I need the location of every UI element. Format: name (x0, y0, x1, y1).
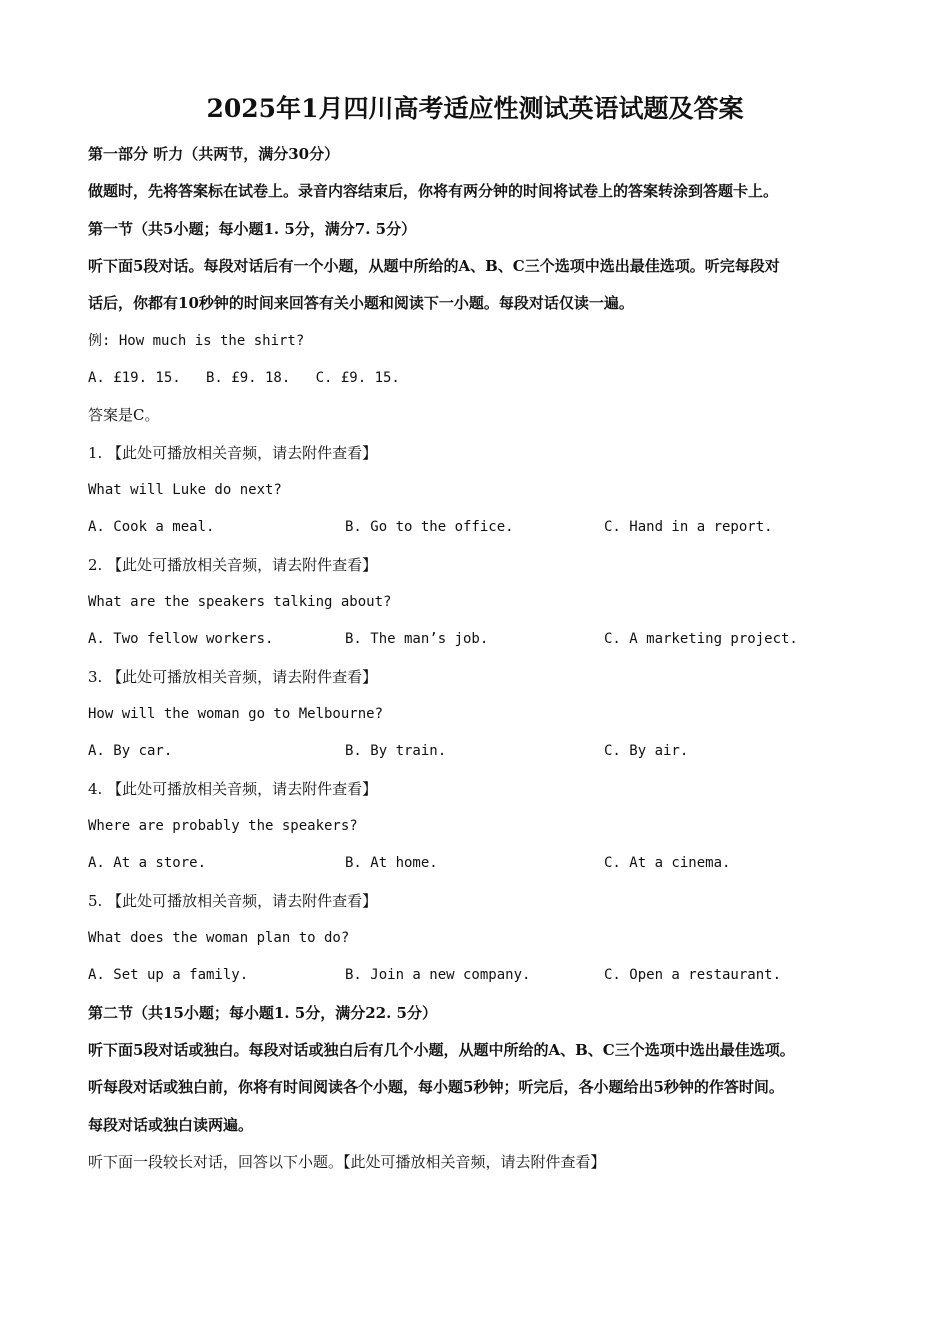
question-5-option-c: C. Open a restaurant. (604, 967, 782, 983)
question-5-option-b: B. Join a new company. (345, 967, 531, 983)
question-5-option-a: A. Set up a family. (88, 967, 249, 983)
question-4-option-c: C. At a cinema. (604, 855, 731, 871)
question-4-options (88, 853, 888, 873)
question-5-options (88, 965, 888, 985)
example-question: 例: How much is the shirt? (88, 333, 305, 349)
question-3-options (88, 741, 888, 761)
question-2-audio-note: 2. 【此处可播放相关音频，请去附件查看】 (88, 556, 378, 574)
question-1-text: What will Luke do next? (88, 482, 282, 498)
question-2-options (88, 629, 888, 649)
page-title: 2025年1月四川高考适应性测试英语试题及答案 (206, 94, 744, 123)
question-1-audio-note: 1. 【此处可播放相关音频，请去附件查看】 (88, 444, 378, 462)
section-one-instruction-line2: 话后，你都有10秒钟的时间来回答有关小题和阅读下一小题。每段对话仅读一遍。 (88, 294, 634, 312)
section-two-heading: 第二节（共15小题；每小题1. 5分，满分22. 5分） (88, 1004, 437, 1022)
section-two-instruction-line2: 听每段对话或独白前，你将有时间阅读各个小题，每小题5秒钟；听完后，各小题给出5秒钟的作答时间。 (88, 1078, 784, 1096)
question-3-option-a: A. By car. (88, 743, 173, 759)
question-5-audio-note: 5. 【此处可播放相关音频，请去附件查看】 (88, 892, 378, 910)
question-2-option-b: B. The man’s job. (345, 631, 489, 647)
question-4-option-a: A. At a store. (88, 855, 207, 871)
question-4-option-b: B. At home. (345, 855, 438, 871)
section-one-instruction-line1: 听下面5段对话。每段对话后有一个小题，从题中所给的A、B、C三个选项中选出最佳选项。听完每段对 (88, 257, 780, 275)
example-answer: 答案是C。 (88, 406, 160, 424)
question-1-option-a: A. Cook a meal. (88, 519, 215, 535)
question-3-audio-note: 3. 【此处可播放相关音频，请去附件查看】 (88, 668, 378, 686)
question-2-option-c: C. A marketing project. (604, 631, 798, 647)
question-4-audio-note: 4. 【此处可播放相关音频，请去附件查看】 (88, 780, 378, 798)
example-options: A. £19. 15. B. £9. 18. C. £9. 15. (88, 370, 400, 386)
question-5-text: What does the woman plan to do? (88, 930, 350, 946)
part-one-instruction: 做题时，先将答案标在试卷上。录音内容结束后，你将有两分钟的时间将试卷上的答案转涂到答题卡上。 (88, 182, 779, 200)
question-4-text: Where are probably the speakers? (88, 818, 358, 834)
question-1-options (88, 517, 888, 537)
question-2-text: What are the speakers talking about? (88, 594, 392, 610)
part-one-heading: 第一部分 听力（共两节，满分30分） (88, 145, 340, 163)
question-3-text: How will the woman go to Melbourne? (88, 706, 384, 722)
question-1-option-b: B. Go to the office. (345, 519, 514, 535)
section-two-instruction-line1: 听下面5段对话或独白。每段对话或独白后有几个小题，从题中所给的A、B、C三个选项中选出最佳选项。 (88, 1041, 795, 1059)
section-one-heading: 第一节（共5小题；每小题1. 5分，满分7. 5分） (88, 220, 417, 238)
question-2-option-a: A. Two fellow workers. (88, 631, 274, 647)
section-two-instruction-line3: 每段对话或独白读两遍。 (88, 1116, 254, 1134)
question-1-option-c: C. Hand in a report. (604, 519, 773, 535)
long-dialogue-intro: 听下面一段较长对话，回答以下小题。【此处可播放相关音频，请去附件查看】 (88, 1153, 606, 1171)
question-3-option-c: C. By air. (604, 743, 689, 759)
question-3-option-b: B. By train. (345, 743, 447, 759)
